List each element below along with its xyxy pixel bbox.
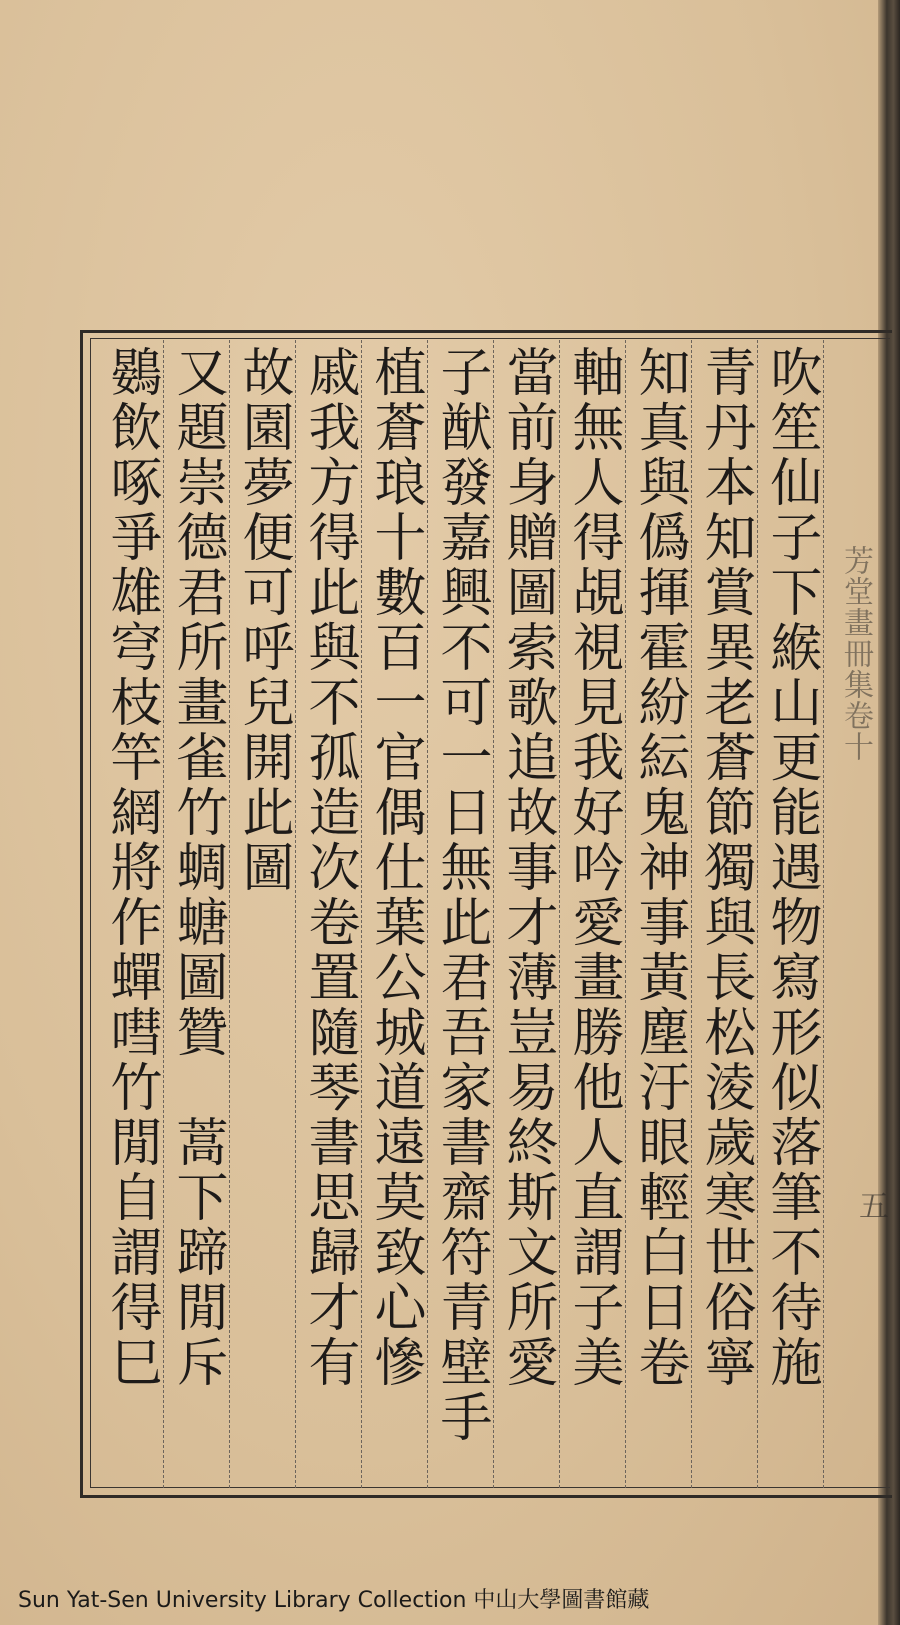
text-column-3: 知真與僞揮霍紛紜鬼神事黃塵汙眼輕白日卷	[629, 345, 689, 1390]
text-column-1: 吹笙仙子下緱山更能遇物寫形似落筆不待施	[761, 345, 821, 1390]
text-column-7: 植蒼琅十數百一官偶仕葉公城道遠莫致心慘	[365, 345, 425, 1390]
text-column-9: 故園夢便可呼兒開此圖	[233, 345, 293, 895]
text-column-11: 鷃飲啄爭雄穹枝竿網將作蟬嘒竹閒自謂得巳	[101, 345, 161, 1390]
text-column-10: 又題崇德君所畫雀竹蜩螗圖贊 蒿下蹄閒斥	[167, 345, 227, 1390]
text-column-6: 子猷發嘉興不可一日無此君吾家書齋符青壁手	[431, 345, 491, 1445]
text-column-8: 戚我方得此與不孤造次卷置隨琴書思歸才有	[299, 345, 359, 1390]
library-credit: Sun Yat-Sen University Library Collection 中山大學圖書館藏	[18, 1588, 650, 1613]
text-column-4: 軸無人得覘視見我好吟愛畫勝他人直謂子美	[563, 345, 623, 1390]
margin-heading: 芳堂畫冊集卷十	[838, 545, 873, 762]
page-number: 五	[853, 1190, 888, 1220]
text-column-5: 當前身贈圖索歌追故事才薄豈易終斯文所愛	[497, 345, 557, 1390]
text-column-2: 青丹本知賞異老蒼節獨與長松淩歲寒世俗寧	[695, 345, 755, 1390]
